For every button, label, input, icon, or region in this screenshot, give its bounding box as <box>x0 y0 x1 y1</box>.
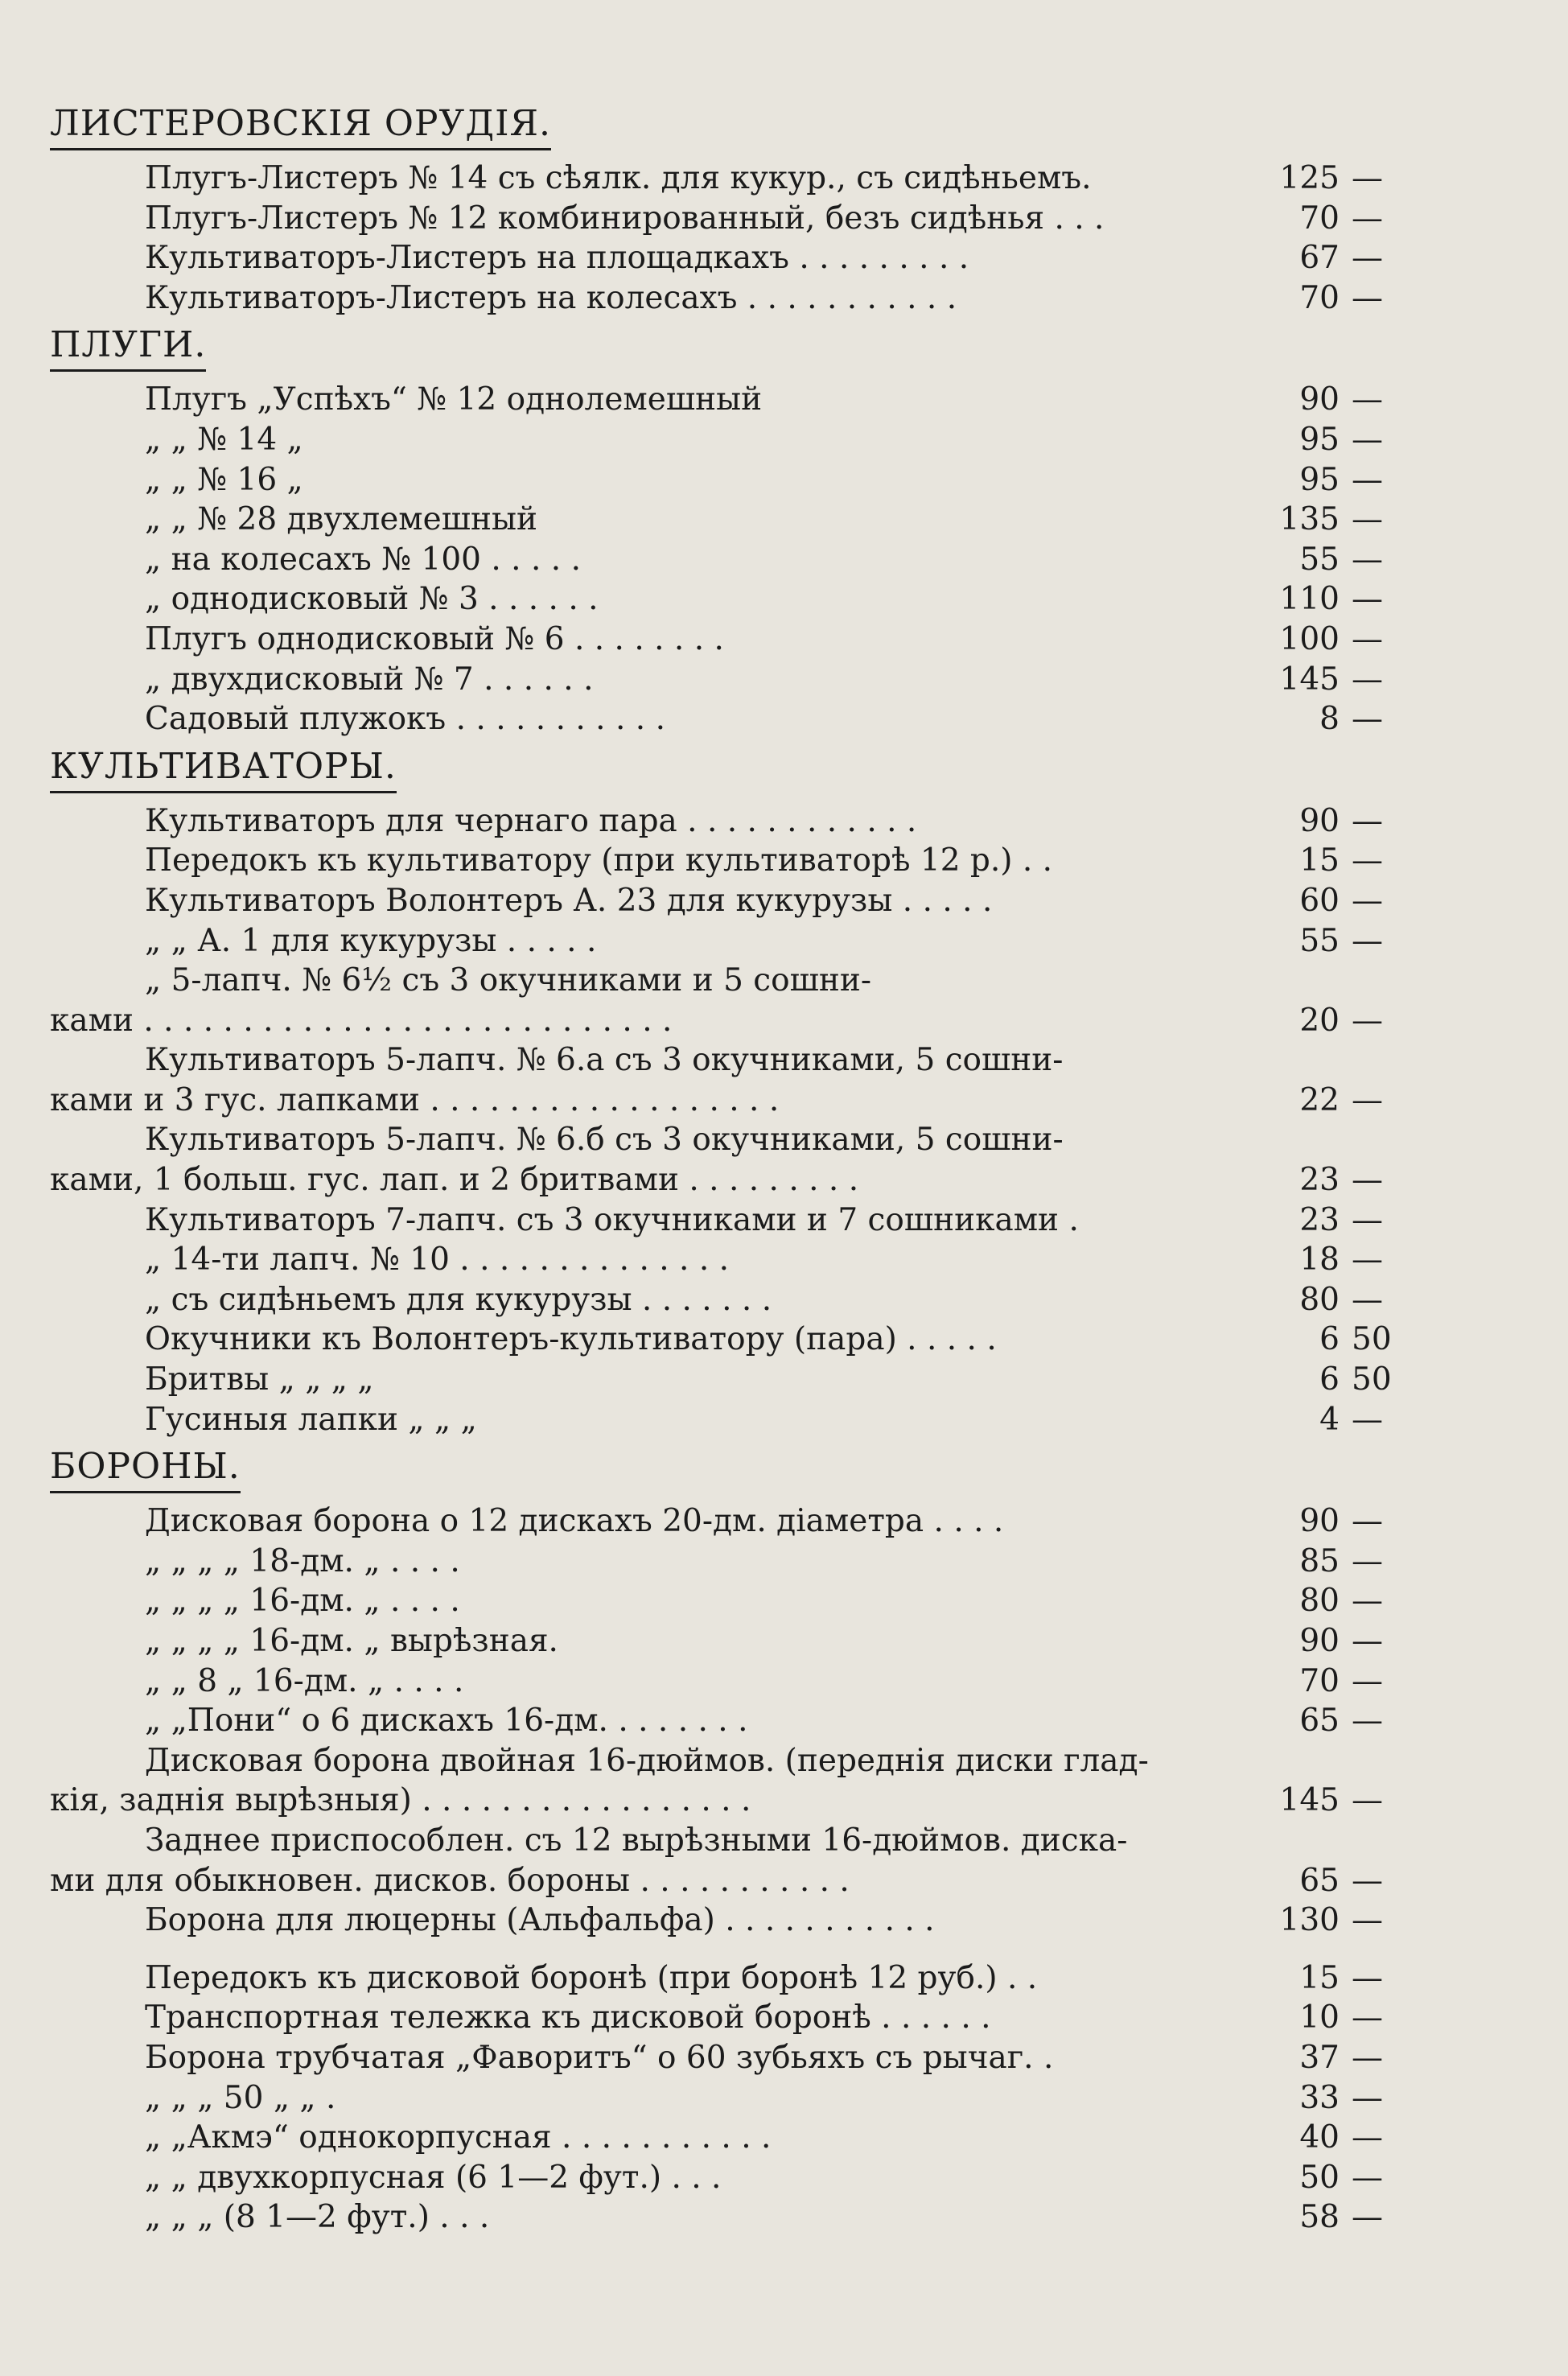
item-price-kopecks: — <box>1352 1662 1383 1699</box>
item-price-kopecks: — <box>1352 501 1383 538</box>
item-description: Заднее приспособлен. съ 12 вырѣзными 16-дюймов. диска- <box>145 1822 1128 1859</box>
price-row <box>32 961 1416 1001</box>
item-price-rubles: 58 <box>1299 2199 1340 2236</box>
item-price-rubles: 100 <box>1279 620 1340 657</box>
item-price-kopecks: — <box>1352 541 1383 578</box>
item-price-rubles: 90 <box>1299 1503 1340 1540</box>
item-description: Культиваторъ для чернаго пара . . . . . . . . . . . . <box>145 802 917 839</box>
price-row <box>32 540 1416 580</box>
price-row <box>32 1040 1416 1081</box>
item-description: ками и 3 гус. лапками . . . . . . . . . . . . . . . . . . <box>50 1081 780 1118</box>
section-heading: ПЛУГИ. <box>50 323 206 372</box>
item-price-rubles: 18 <box>1299 1242 1340 1279</box>
price-row <box>32 1621 1416 1662</box>
item-description: Окучники къ Волонтеръ-культиватору (пара) . . . . . <box>145 1321 997 1358</box>
price-row <box>32 1781 1416 1821</box>
price-row <box>32 1200 1416 1241</box>
price-row <box>32 841 1416 881</box>
item-description: Плугъ-Листеръ № 12 комбинированный, безъ сидѣнья . . . <box>145 200 1105 237</box>
price-row <box>32 1741 1416 1781</box>
item-description: Гусиныя лапки „ „ „ <box>145 1401 477 1438</box>
item-price-kopecks: — <box>1352 661 1383 698</box>
price-row <box>32 460 1416 500</box>
item-price-kopecks: — <box>1352 1503 1383 1540</box>
item-price-rubles: 15 <box>1299 1959 1340 1996</box>
item-price-rubles: 6 <box>1319 1321 1340 1358</box>
price-row <box>32 1280 1416 1320</box>
item-description: Дисковая борона двойная 16-дюймов. (переднія диски глад- <box>145 1742 1149 1779</box>
price-row <box>32 2038 1416 2078</box>
item-description: Дисковая борона о 12 дискахъ 20-дм. діаметра . . . . <box>145 1503 1004 1540</box>
item-price-rubles: 60 <box>1299 882 1340 919</box>
section-heading: ЛИСТЕРОВСКІЯ ОРУДІЯ. <box>50 101 551 150</box>
price-section <box>32 1439 1416 2238</box>
item-description: ми для обыкновен. дисков. бороны . . . . . . . . . . . <box>50 1862 850 1899</box>
price-row <box>32 1581 1416 1621</box>
item-price-rubles: 90 <box>1299 1623 1340 1659</box>
section-heading: БОРОНЫ. <box>50 1444 241 1493</box>
price-section <box>32 97 1416 318</box>
price-row <box>32 1861 1416 1901</box>
item-price-rubles: 80 <box>1299 1281 1340 1318</box>
price-row <box>32 2158 1416 2198</box>
item-price-kopecks: — <box>1352 1623 1383 1659</box>
item-price-rubles: 8 <box>1319 701 1340 738</box>
item-price-kopecks: — <box>1352 2159 1383 2196</box>
item-description: „ „ „ (8 1—2 фут.) . . . <box>145 2199 490 2236</box>
item-price-kopecks: — <box>1352 279 1383 316</box>
item-description: „ „ „ „ 16-дм. „ вырѣзная. <box>145 1623 558 1659</box>
item-description: ками, 1 больш. гус. лап. и 2 бритвами . . . . . . . . . <box>50 1162 859 1199</box>
item-price-kopecks: — <box>1352 240 1383 277</box>
item-price-rubles: 33 <box>1299 2079 1340 2116</box>
item-price-kopecks: — <box>1352 1703 1383 1740</box>
item-description: Плугъ „Успѣхъ“ № 12 однолемешный <box>145 381 763 418</box>
item-description: „ 5-лапч. № 6½ съ 3 окучниками и 5 сошни- <box>145 962 872 999</box>
price-row <box>32 199 1416 239</box>
price-row <box>32 921 1416 962</box>
price-row <box>32 159 1416 199</box>
item-price-rubles: 4 <box>1319 1401 1340 1438</box>
item-price-kopecks: — <box>1352 581 1383 618</box>
item-description: „ двухдисковый № 7 . . . . . . <box>145 661 594 698</box>
price-row <box>32 1662 1416 1702</box>
item-price-rubles: 85 <box>1299 1542 1340 1579</box>
item-description: Борона трубчатая „Фаворитъ“ о 60 зубьяхъ съ рычаг. . <box>145 2039 1054 2076</box>
price-row <box>32 1400 1416 1440</box>
item-price-kopecks: — <box>1352 1002 1383 1039</box>
item-price-kopecks: 50 <box>1352 1321 1392 1358</box>
item-price-rubles: 145 <box>1279 1782 1340 1819</box>
item-description: Плугъ однодисковый № 6 . . . . . . . . <box>145 620 724 657</box>
price-row <box>32 1501 1416 1542</box>
item-description: Культиваторъ-Листеръ на колесахъ . . . . . . . . . . . <box>145 279 957 316</box>
item-price-rubles: 10 <box>1299 1999 1340 2036</box>
price-row <box>32 1958 1416 1999</box>
item-price-rubles: 40 <box>1299 2119 1340 2156</box>
item-description: „ „ № 14 „ <box>145 421 303 458</box>
item-description: „ однодисковый № 3 . . . . . . <box>145 581 599 618</box>
item-description: Культиваторъ Волонтеръ А. 23 для кукурузы . . . . . <box>145 882 993 919</box>
item-description: „ „ № 16 „ <box>145 461 303 498</box>
item-description: „ съ сидѣньемъ для кукурузы . . . . . . . <box>145 1281 772 1318</box>
item-price-rubles: 23 <box>1299 1201 1340 1238</box>
item-description: „ „ „ „ 16-дм. „ . . . . <box>145 1583 460 1620</box>
item-price-rubles: 15 <box>1299 842 1340 879</box>
price-row <box>32 278 1416 319</box>
price-row <box>32 380 1416 420</box>
item-price-kopecks: — <box>1352 1902 1383 1939</box>
item-description: „ „ № 28 двухлемешный <box>145 501 537 538</box>
item-price-rubles: 90 <box>1299 802 1340 839</box>
item-description: „ „ двухкорпусная (6 1—2 фут.) . . . <box>145 2159 722 2196</box>
item-price-rubles: 55 <box>1299 541 1340 578</box>
item-description: „ „ „ „ 18-дм. „ . . . . <box>145 1542 460 1579</box>
section-heading: КУЛЬТИВАТОРЫ. <box>50 744 397 793</box>
price-row <box>32 579 1416 620</box>
item-price-kopecks: — <box>1352 1782 1383 1819</box>
item-price-kopecks: — <box>1352 2119 1383 2156</box>
item-description: Транспортная тележка къ дисковой боронѣ . . . . . . <box>145 1999 991 2036</box>
item-price-kopecks: — <box>1352 842 1383 879</box>
price-row <box>32 500 1416 540</box>
price-row <box>32 1998 1416 2038</box>
item-price-rubles: 22 <box>1299 1081 1340 1118</box>
item-description: „ „ А. 1 для кукурузы . . . . . <box>145 922 597 959</box>
item-description: ками . . . . . . . . . . . . . . . . . . . . . . . . . . . <box>50 1002 673 1039</box>
price-row <box>32 1240 1416 1280</box>
item-price-rubles: 6 <box>1319 1361 1340 1398</box>
price-row <box>32 881 1416 921</box>
item-description: кія, заднія вырѣзныя) . . . . . . . . . . . . . . . . . <box>50 1782 751 1819</box>
item-price-rubles: 67 <box>1299 240 1340 277</box>
item-price-rubles: 65 <box>1299 1862 1340 1899</box>
item-price-rubles: 70 <box>1299 279 1340 316</box>
price-row <box>32 1900 1416 1941</box>
price-row <box>32 1120 1416 1160</box>
row-spacer <box>32 1941 1416 1958</box>
item-price-kopecks: — <box>1352 882 1383 919</box>
price-row <box>32 1081 1416 1121</box>
item-price-rubles: 70 <box>1299 200 1340 237</box>
item-price-rubles: 95 <box>1299 421 1340 458</box>
item-price-kopecks: 50 <box>1352 1361 1392 1398</box>
item-price-rubles: 95 <box>1299 461 1340 498</box>
item-description: Передокъ къ культиватору (при культиваторѣ 12 р.) . . <box>145 842 1053 879</box>
item-price-kopecks: — <box>1352 1081 1383 1118</box>
item-price-kopecks: — <box>1352 802 1383 839</box>
item-price-kopecks: — <box>1352 1162 1383 1199</box>
price-section <box>32 739 1416 1440</box>
item-price-rubles: 55 <box>1299 922 1340 959</box>
price-row <box>32 1821 1416 1861</box>
item-description: „ „ „ 50 „ „ . <box>145 2079 336 2116</box>
item-price-rubles: 80 <box>1299 1583 1340 1620</box>
item-description: Бритвы „ „ „ „ <box>145 1361 374 1398</box>
item-price-rubles: 20 <box>1299 1002 1340 1039</box>
price-row <box>32 801 1416 842</box>
item-description: „ 14-ти лапч. № 10 . . . . . . . . . . . . . . <box>145 1242 730 1279</box>
price-section <box>32 318 1416 739</box>
item-description: „ „Акмэ“ однокорпусная . . . . . . . . . . . <box>145 2119 772 2156</box>
price-row <box>32 1320 1416 1360</box>
item-price-rubles: 65 <box>1299 1703 1340 1740</box>
item-price-kopecks: — <box>1352 200 1383 237</box>
item-price-kopecks: — <box>1352 701 1383 738</box>
item-description: Передокъ къ дисковой боронѣ (при боронѣ 12 руб.) . . <box>145 1959 1038 1996</box>
item-price-kopecks: — <box>1352 461 1383 498</box>
price-row <box>32 2197 1416 2238</box>
item-price-rubles: 125 <box>1279 160 1340 196</box>
item-price-kopecks: — <box>1352 1401 1383 1438</box>
item-description: Борона для люцерны (Альфальфа) . . . . . . . . . . . <box>145 1902 935 1939</box>
item-price-rubles: 23 <box>1299 1162 1340 1199</box>
price-list-page <box>32 97 1416 2238</box>
item-price-rubles: 37 <box>1299 2039 1340 2076</box>
item-price-rubles: 135 <box>1279 501 1340 538</box>
item-price-kopecks: — <box>1352 381 1383 418</box>
price-row <box>32 1542 1416 1582</box>
item-price-kopecks: — <box>1352 2079 1383 2116</box>
item-price-kopecks: — <box>1352 922 1383 959</box>
item-price-kopecks: — <box>1352 1862 1383 1899</box>
item-price-rubles: 70 <box>1299 1662 1340 1699</box>
price-row <box>32 420 1416 460</box>
price-row <box>32 238 1416 278</box>
item-description: Культиваторъ 5-лапч. № 6.а съ 3 окучниками, 5 сошни- <box>145 1042 1064 1079</box>
item-price-kopecks: — <box>1352 1201 1383 1238</box>
price-row <box>32 1701 1416 1741</box>
price-row <box>32 1360 1416 1400</box>
item-description: Культиваторъ 7-лапч. съ 3 окучниками и 7 сошниками . <box>145 1201 1079 1238</box>
item-description: „ „ 8 „ 16-дм. „ . . . . <box>145 1662 464 1699</box>
price-row <box>32 620 1416 660</box>
item-description: Садовый плужокъ . . . . . . . . . . . <box>145 701 665 738</box>
price-row <box>32 699 1416 739</box>
item-price-rubles: 50 <box>1299 2159 1340 2196</box>
price-row <box>32 660 1416 700</box>
item-price-kopecks: — <box>1352 160 1383 196</box>
item-description: Культиваторъ-Листеръ на площадкахъ . . . . . . . . . <box>145 240 969 277</box>
item-price-kopecks: — <box>1352 1242 1383 1279</box>
item-description: Плугъ-Листеръ № 14 съ сѣялк. для кукур., съ сидѣньемъ. <box>145 160 1092 196</box>
item-price-kopecks: — <box>1352 421 1383 458</box>
price-row <box>32 2118 1416 2158</box>
item-price-rubles: 110 <box>1279 581 1340 618</box>
item-price-kopecks: — <box>1352 1959 1383 1996</box>
item-price-rubles: 145 <box>1279 661 1340 698</box>
item-price-rubles: 130 <box>1279 1902 1340 1939</box>
item-description: „ на колесахъ № 100 . . . . . <box>145 541 581 578</box>
item-price-kopecks: — <box>1352 1281 1383 1318</box>
item-price-kopecks: — <box>1352 1583 1383 1620</box>
item-price-kopecks: — <box>1352 1542 1383 1579</box>
item-price-kopecks: — <box>1352 620 1383 657</box>
price-row <box>32 1001 1416 1041</box>
item-price-kopecks: — <box>1352 2039 1383 2076</box>
item-price-rubles: 90 <box>1299 381 1340 418</box>
item-description: „ „Пони“ о 6 дискахъ 16-дм. . . . . . . . <box>145 1703 748 1740</box>
item-price-kopecks: — <box>1352 1999 1383 2036</box>
price-row <box>32 2078 1416 2119</box>
item-description: Культиваторъ 5-лапч. № 6.б съ 3 окучниками, 5 сошни- <box>145 1122 1064 1159</box>
item-price-kopecks: — <box>1352 2199 1383 2236</box>
price-row <box>32 1160 1416 1200</box>
